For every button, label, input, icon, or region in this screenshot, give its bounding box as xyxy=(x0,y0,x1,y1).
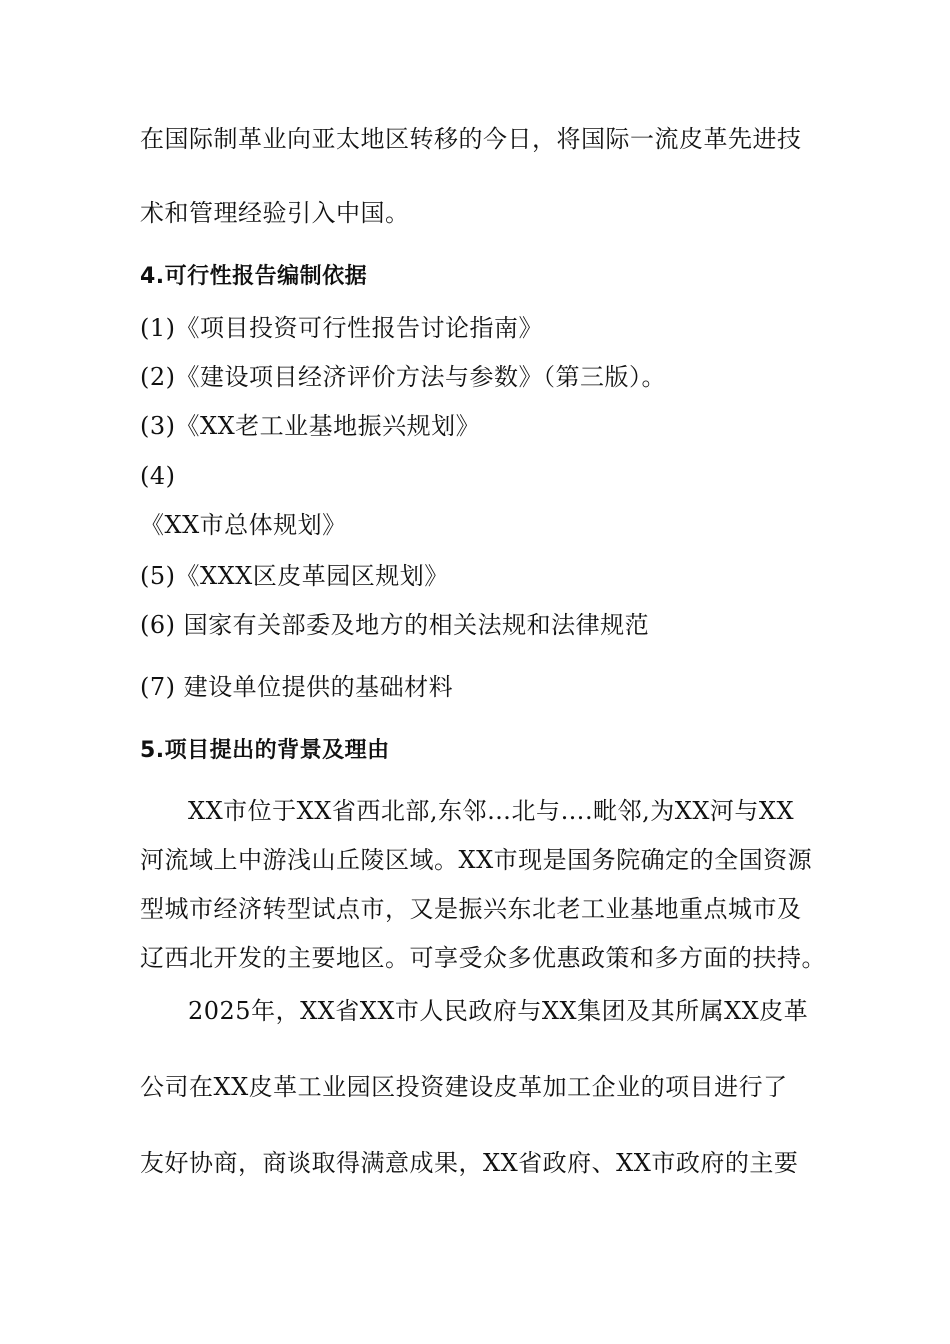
paragraph-line: XX市位于XX省西北部,东邻…北与….毗邻,为XX河与XX xyxy=(188,797,795,825)
paragraph-line: 公司在XX皮革工业园区投资建设皮革加工企业的项目进行了 xyxy=(140,1073,788,1101)
list-item: (7) 建设单位提供的基础材料 xyxy=(140,673,454,701)
paragraph-line: 型城市经济转型试点市，又是振兴东北老工业基地重点城市及 xyxy=(140,895,802,923)
list-item: (6) 国家有关部委及地方的相关法规和法律规范 xyxy=(140,611,650,639)
section-heading: 5.项目提出的背景及理由 xyxy=(140,738,390,763)
list-item: (5)《XXX区皮革园区规划》 xyxy=(140,562,449,590)
list-item: 《XX市总体规划》 xyxy=(140,511,347,539)
list-item: (3)《XX老工业基地振兴规划》 xyxy=(140,412,481,440)
intro-line: 在国际制革业向亚太地区转移的今日，将国际一流皮革先进技 xyxy=(140,125,802,153)
list-item: (1)《项目投资可行性报告讨论指南》 xyxy=(140,314,543,342)
section-heading: 4.可行性报告编制依据 xyxy=(140,264,368,289)
list-item: (2)《建设项目经济评价方法与参数》（第三版）。 xyxy=(140,363,666,391)
list-item: (4) xyxy=(140,462,176,490)
paragraph-line: 2025年，XX省XX市人民政府与XX集团及其所属XX皮革 xyxy=(188,997,809,1025)
paragraph-line: 河流域上中游浅山丘陵区域。XX市现是国务院确定的全国资源 xyxy=(140,846,813,874)
paragraph-line: 辽西北开发的主要地区。可享受众多优惠政策和多方面的扶持。 xyxy=(140,944,826,972)
paragraph-line: 友好协商，商谈取得满意成果，XX省政府、XX市政府的主要 xyxy=(140,1149,799,1177)
intro-line: 术和管理经验引入中国。 xyxy=(140,199,410,227)
